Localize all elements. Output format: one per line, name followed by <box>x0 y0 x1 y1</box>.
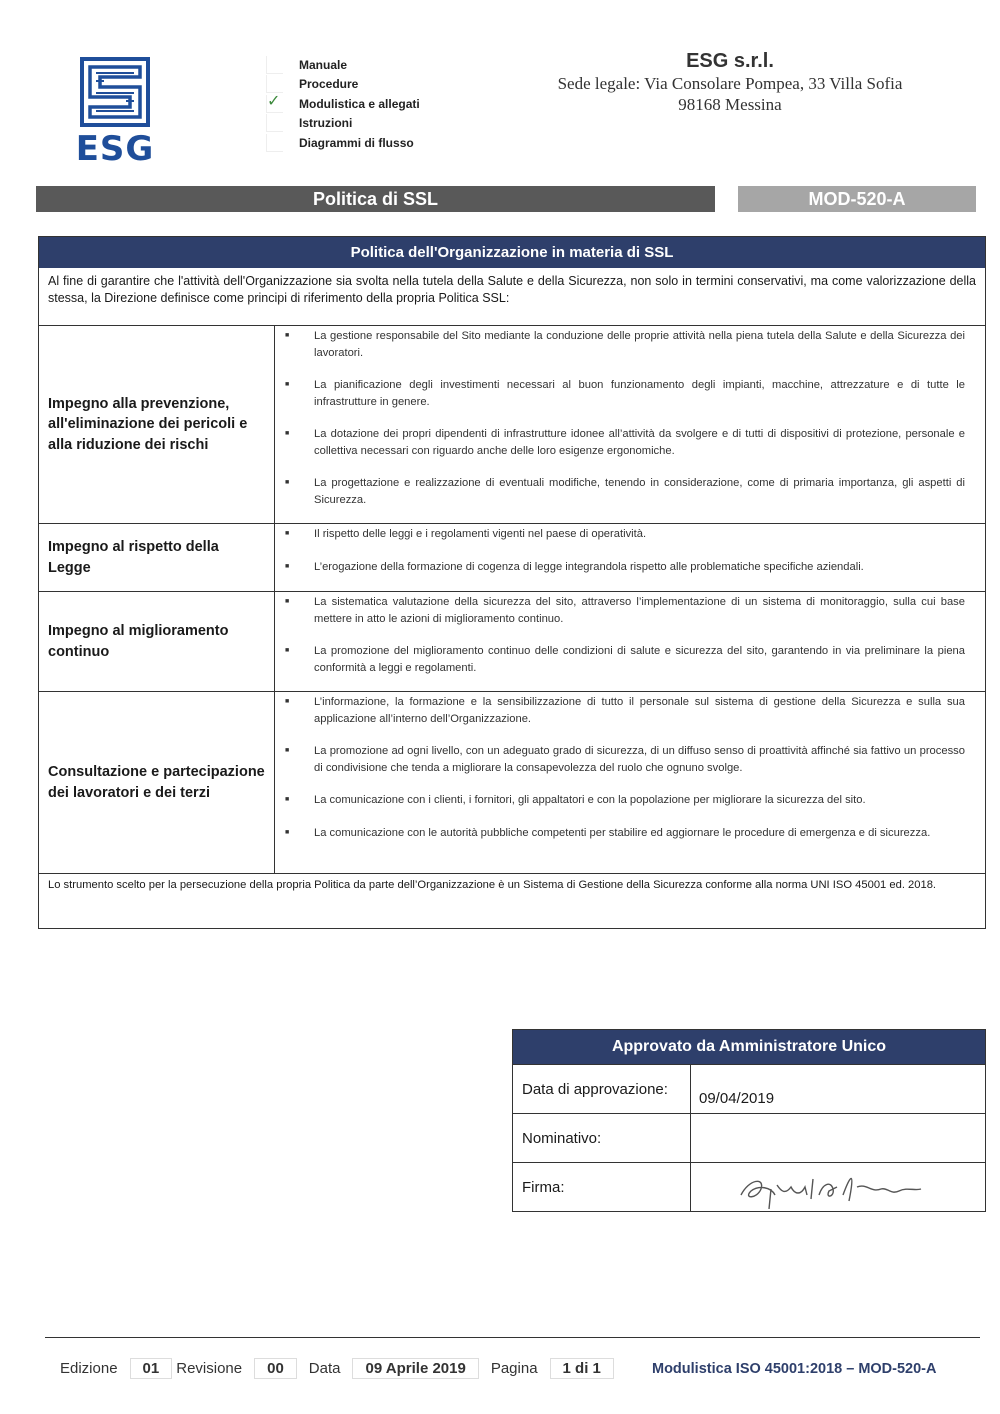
checkbox[interactable] <box>266 114 283 132</box>
list-item: ■ La sistematica valutazione della sicurezza del sito, attraverso l’implementazione di un sistema di monitoraggio, sulla cui base mettere in atto le azioni di miglioramento continuo. <box>285 594 965 627</box>
bullet-icon: ■ <box>285 698 290 705</box>
policy-section-prevention <box>39 326 985 524</box>
date-value: 09/04/2019 <box>699 1090 775 1107</box>
bullet-icon: ■ <box>285 530 290 537</box>
doc-type-label: Istruzioni <box>299 116 353 131</box>
esg-logo <box>60 55 170 180</box>
edition-value: 01 <box>130 1358 173 1379</box>
bullet-icon: ■ <box>285 747 290 754</box>
list-item: ■ La promozione ad ogni livello, con un adeguato grado di sicurezza, di un diffuso senso di proattività affinché sia fattivo un processo di condivisione che tenda a migliorare la consapevolezza del ruolo che ognuno svolge. <box>285 743 965 776</box>
section-title: Impegno al miglioramento continuo <box>39 592 275 691</box>
bullet-icon: ■ <box>285 598 290 605</box>
signature-label: Firma: <box>513 1163 691 1211</box>
footer <box>60 1358 618 1379</box>
doc-type-label: Modulistica e allegati <box>299 96 420 111</box>
policy-section-consultation <box>39 692 985 874</box>
handwritten-signature-icon <box>731 1165 931 1209</box>
document-title: Politica di SSL <box>36 186 715 212</box>
list-item: ■ L’erogazione della formazione di cogenza di legge integrandola rispetto alle problematiche specifiche aziendali. <box>285 559 965 576</box>
document-reference: Modulistica ISO 45001:2018 – MOD-520-A <box>652 1361 937 1377</box>
bullet-icon: ■ <box>285 796 290 803</box>
edition-label: Edizione <box>60 1360 118 1377</box>
bullet-icon: ■ <box>285 381 290 388</box>
document-type-list <box>266 55 420 153</box>
doc-type-manuale <box>266 55 420 75</box>
revision-label: Revisione <box>176 1360 243 1377</box>
approval-date-row <box>513 1064 985 1113</box>
bullet-icon: ■ <box>285 647 290 654</box>
doc-type-modulistica <box>266 90 420 114</box>
footer-divider <box>45 1337 980 1338</box>
signature-field <box>691 1163 985 1211</box>
list-item: ■ Il rispetto delle leggi e i regolamenti vigenti nel paese di operatività. <box>285 526 965 543</box>
section-items <box>275 592 985 691</box>
approval-heading: Approvato da Amministratore Unico <box>513 1030 985 1064</box>
policy-table <box>38 236 986 929</box>
list-item: ■ La comunicazione con le autorità pubbliche competenti per stabilire ed aggiornare le procedure di emergenza e di sicurezza. <box>285 825 965 842</box>
list-item: ■ La promozione del miglioramento continuo delle condizioni di salute e sicurezza del sito, garantendo in via preliminare la piena conformità a leggi e regolamenti. <box>285 643 965 676</box>
approval-signature-row <box>513 1162 985 1211</box>
doc-type-procedure <box>266 75 420 95</box>
doc-type-istruzioni <box>266 114 420 134</box>
checkbox-checked[interactable] <box>266 90 283 113</box>
section-title: Impegno alla prevenzione, all'eliminazione dei pericoli e alla riduzione dei rischi <box>39 326 275 523</box>
page-value: 1 di 1 <box>550 1358 614 1379</box>
list-item: ■ La gestione responsabile del Sito mediante la conduzione delle proprie attività nella piena tutela della Salute e della Sicurezza dei lavoratori. <box>285 328 965 361</box>
address-line-2: 98168 Messina <box>678 95 782 114</box>
list-item: ■ L’informazione, la formazione e la sensibilizzazione di tutto il personale sul sistema di gestione della Sicurezza e sulla sua applicazione all’interno dell’Organizzazione. <box>285 694 965 727</box>
bullet-icon: ■ <box>285 479 290 486</box>
checkbox[interactable] <box>266 134 283 152</box>
doc-type-label: Manuale <box>299 57 348 72</box>
bullet-icon: ■ <box>285 430 290 437</box>
doc-type-diagrammi <box>266 133 420 153</box>
name-label: Nominativo: <box>513 1114 691 1162</box>
approval-box <box>512 1029 986 1212</box>
policy-section-improvement <box>39 592 985 692</box>
doc-type-label: Diagrammi di flusso <box>299 135 414 150</box>
bullet-icon: ■ <box>285 828 290 836</box>
policy-section-law <box>39 524 985 592</box>
policy-heading: Politica dell'Organizzazione in materia di SSL <box>39 237 985 268</box>
doc-type-label: Procedure <box>299 77 359 92</box>
section-items <box>275 524 985 591</box>
checkmark-icon: ✓ <box>267 90 281 110</box>
section-title: Impegno al rispetto della Legge <box>39 524 275 591</box>
date-label: Data <box>308 1360 341 1377</box>
bullet-icon: ■ <box>285 562 290 570</box>
list-item: ■ La dotazione dei propri dipendenti di infrastrutture idonee all’attività da svolgere e di tutti di dispositivi di protezione, personale e collettiva necessari con riguardo anche delle loro esigenze ergonomiche. <box>285 426 965 459</box>
document-code: MOD-520-A <box>738 186 976 212</box>
policy-intro: Al fine di garantire che l'attività dell'Organizzazione sia svolta nella tutela della Salute e della Sicurezza, non solo in termini conservativi, ma come valorizzazione della stessa, la Direzione definisce come principi di riferimento della propria Politica SSL: <box>39 268 985 326</box>
date-label: Data di approvazione: <box>513 1065 691 1113</box>
section-title: Consultazione e partecipazione dei lavoratori e dei terzi <box>39 692 275 873</box>
approval-name-row <box>513 1113 985 1162</box>
section-items <box>275 692 985 873</box>
checkbox[interactable] <box>266 56 283 74</box>
policy-outro: Lo strumento scelto per la persecuzione della propria Politica da parte dell’Organizzazione è un Sistema di Gestione della Sicurezza conforme alla norma UNI ISO 45001 ed. 2018. <box>48 879 937 891</box>
list-item: ■ La progettazione e realizzazione di eventuali modifiche, tenendo in considerazione, come di primaria importanza, gli aspetti di Sicurezza. <box>285 475 965 508</box>
company-name: ESG s.r.l. <box>686 50 774 72</box>
logo-text: ESG <box>75 129 155 169</box>
list-item: ■ La comunicazione con i clienti, i fornitori, gli appaltatori e con la popolazione per migliorare la sicurezza del sito. <box>285 792 965 809</box>
logo-mark-icon <box>60 55 170 127</box>
date-value: 09 Aprile 2019 <box>352 1358 478 1379</box>
revision-value: 00 <box>254 1358 297 1379</box>
address-line-1: Sede legale: Via Consolare Pompea, 33 Villa Sofia <box>557 74 903 93</box>
name-value <box>691 1114 985 1162</box>
section-items <box>275 326 985 523</box>
page-label: Pagina <box>490 1360 538 1377</box>
bullet-icon: ■ <box>285 332 290 339</box>
list-item: ■ La pianificazione degli investimenti necessari al buon funzionamento degli impianti, macchine, attrezzature e di tutte le infrastrutture in genere. <box>285 377 965 410</box>
company-info <box>520 50 940 115</box>
